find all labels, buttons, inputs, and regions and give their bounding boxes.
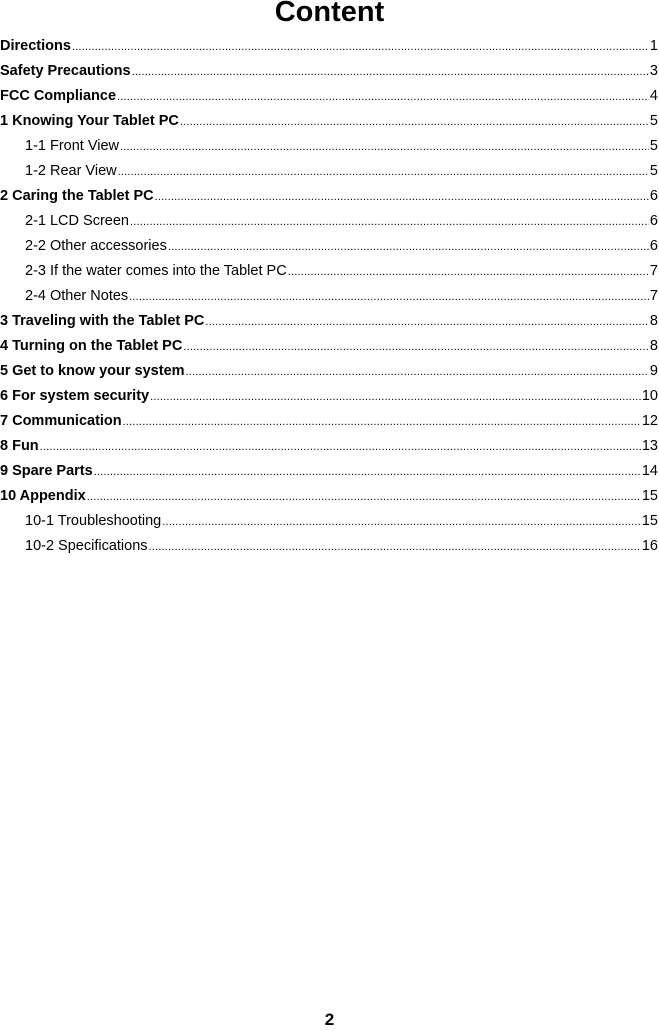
toc-entry-label: Directions xyxy=(0,38,71,54)
toc-entry-page: 16 xyxy=(641,538,658,554)
dot-leader xyxy=(180,110,649,135)
toc-entry-label: 9 Spare Parts xyxy=(0,463,93,479)
toc-entry-label: 7 Communication xyxy=(0,413,122,429)
dot-leader xyxy=(72,35,649,60)
toc-entry-label: 2-3 If the water comes into the Tablet PC xyxy=(25,263,287,279)
dot-leader xyxy=(118,160,649,185)
toc-entry-label: 10-2 Specifications xyxy=(25,538,148,554)
toc-entry-label: 1-2 Rear View xyxy=(25,163,117,179)
toc-entry[interactable] xyxy=(0,109,658,134)
dot-leader xyxy=(186,360,649,385)
toc-entry-label: 5 Get to know your system xyxy=(0,363,185,379)
dot-leader xyxy=(155,185,649,210)
toc-subentry[interactable] xyxy=(0,159,658,184)
toc-entry-label: 2 Caring the Tablet PC xyxy=(0,188,154,204)
toc-entry-page: 5 xyxy=(649,113,658,129)
toc-subentry[interactable] xyxy=(0,259,658,284)
toc-entry-page: 5 xyxy=(649,138,658,154)
dot-leader xyxy=(129,285,649,310)
toc-entry-label: 2-1 LCD Screen xyxy=(25,213,129,229)
toc-entry-page: 10 xyxy=(641,388,658,404)
toc-entry[interactable] xyxy=(0,409,658,434)
toc-entry[interactable] xyxy=(0,309,658,334)
dot-leader xyxy=(123,410,641,435)
toc-entry-label: 2-2 Other accessories xyxy=(25,238,167,254)
toc-entry-label: 3 Traveling with the Tablet PC xyxy=(0,313,205,329)
toc-entry-page: 12 xyxy=(641,413,658,429)
toc-entry-page: 14 xyxy=(641,463,658,479)
toc-entry-page: 4 xyxy=(649,88,658,104)
toc-entry-page: 6 xyxy=(649,238,658,254)
dot-leader xyxy=(117,85,649,110)
toc-entry[interactable] xyxy=(0,59,658,84)
toc-entry[interactable] xyxy=(0,184,658,209)
toc-subentry[interactable] xyxy=(0,509,658,534)
toc-entry-label: FCC Compliance xyxy=(0,88,117,104)
toc-entry-label: Safety Precautions xyxy=(0,63,131,79)
toc-entry[interactable] xyxy=(0,334,658,359)
toc-subentry[interactable] xyxy=(0,234,658,259)
toc-entry-page: 7 xyxy=(649,263,658,279)
table-of-contents xyxy=(0,34,658,559)
toc-entry-label: 4 Turning on the Tablet PC xyxy=(0,338,183,354)
toc-entry-label: 1-1 Front View xyxy=(25,138,120,154)
toc-entry-page: 6 xyxy=(649,188,658,204)
toc-entry[interactable] xyxy=(0,459,658,484)
page-number: 2 xyxy=(324,1010,335,1029)
toc-entry[interactable] xyxy=(0,434,658,459)
toc-entry[interactable] xyxy=(0,384,658,409)
toc-entry-label: 1 Knowing Your Tablet PC xyxy=(0,113,179,129)
dot-leader xyxy=(162,510,641,535)
dot-leader xyxy=(94,460,641,485)
toc-entry[interactable] xyxy=(0,484,658,509)
toc-entry-page: 8 xyxy=(649,338,658,354)
toc-entry-page: 15 xyxy=(641,488,658,504)
toc-entry[interactable] xyxy=(0,359,658,384)
toc-subentry[interactable] xyxy=(0,534,658,559)
toc-entry-page: 5 xyxy=(649,163,658,179)
toc-entry-label: 6 For system security xyxy=(0,388,150,404)
dot-leader xyxy=(130,210,649,235)
toc-subentry[interactable] xyxy=(0,134,658,159)
toc-entry-label: 10-1 Troubleshooting xyxy=(25,513,162,529)
toc-entry-page: 3 xyxy=(649,63,658,79)
dot-leader xyxy=(150,385,641,410)
toc-entry-label: 10 Appendix xyxy=(0,488,86,504)
toc-subentry[interactable] xyxy=(0,284,658,309)
toc-subentry[interactable] xyxy=(0,209,658,234)
page-title: Content xyxy=(274,0,385,28)
toc-entry-page: 15 xyxy=(641,513,658,529)
dot-leader xyxy=(288,260,649,285)
dot-leader xyxy=(205,310,649,335)
dot-leader xyxy=(168,235,649,260)
toc-entry-page: 6 xyxy=(649,213,658,229)
toc-entry-label: 2-4 Other Notes xyxy=(25,288,129,304)
dot-leader xyxy=(183,335,649,360)
toc-entry-page: 1 xyxy=(649,38,658,54)
dot-leader xyxy=(40,435,641,460)
toc-entry[interactable] xyxy=(0,34,658,59)
toc-entry-label: 8 Fun xyxy=(0,438,39,454)
dot-leader xyxy=(120,135,649,160)
toc-entry-page: 8 xyxy=(649,313,658,329)
dot-leader xyxy=(87,485,641,510)
toc-entry-page: 7 xyxy=(649,288,658,304)
toc-entry[interactable] xyxy=(0,84,658,109)
toc-entry-page: 13 xyxy=(641,438,658,454)
dot-leader xyxy=(149,535,641,560)
toc-entry-page: 9 xyxy=(649,363,658,379)
dot-leader xyxy=(132,60,649,85)
